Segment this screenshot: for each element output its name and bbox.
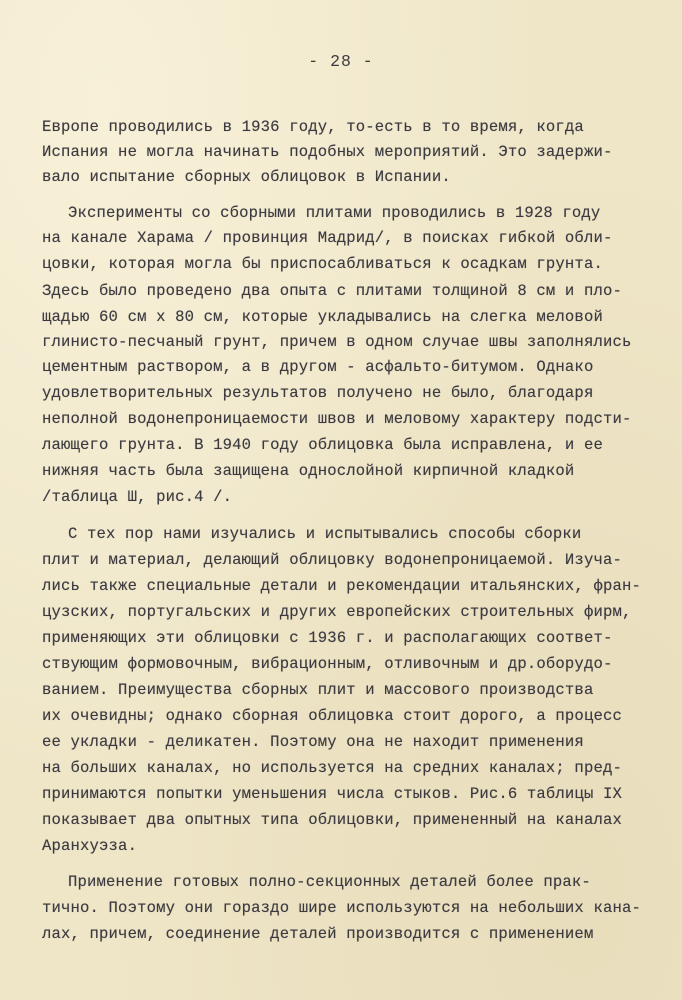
text-line: лающего грунта. В 1940 году облицовка была исправлена, и ее	[42, 436, 603, 454]
page-number: - 28 -	[308, 52, 374, 71]
text-line: цовки, которая могла бы приспосабливаться к осадкам грунта.	[42, 255, 603, 273]
text-line: глинисто-песчаный грунт, причем в одном случае швы заполнялись	[42, 333, 632, 351]
text-line: щадью 60 см х 80 см, которые укладывались на слегка меловой	[42, 308, 603, 326]
text-line: плит и материал, делающий облицовку водонепроницаемой. Изуча-	[42, 551, 622, 569]
text-line: Аранхуэза.	[42, 837, 138, 855]
text-line: их очевидны; однако сборная облицовка стоит дорого, а процесс	[42, 707, 622, 725]
text-line: Применение готовых полно-секционных деталей более прак-	[68, 873, 591, 891]
text-line: нижняя часть была защищена однослойной кирпичной кладкой	[42, 462, 575, 480]
text-line: на больших каналах, но используется на средних каналах; пред-	[42, 759, 622, 777]
text-line: лись также специальные детали и рекомендации итальянских, фран-	[42, 577, 641, 595]
text-line: /таблица Ш, рис.4 /.	[42, 488, 233, 506]
text-line: удовлетворительных результатов получено не было, благодаря	[42, 384, 594, 402]
text-line: вало испытание сборных облицовок в Испании.	[42, 168, 451, 186]
text-line: С тех пор нами изучались и испытывались способы сборки	[68, 525, 582, 543]
text-line: лах, причем, соединение деталей производится с применением	[42, 925, 594, 943]
text-line: цементным раствором, а в другом - асфальто-битумом. Однако	[42, 358, 594, 376]
text-line: на канале Харама / провинция Мадрид/, в поисках гибкой обли-	[42, 229, 613, 247]
text-line: принимаются попытки уменьшения числа стыков. Рис.6 таблицы IX	[42, 785, 622, 803]
text-line: цузских, португальских и других европейских строительных фирм,	[42, 603, 632, 621]
text-line: Эксперименты со сборными плитами проводились в 1928 году	[68, 204, 601, 222]
text-line: тично. Поэтому они гораздо шире используются на небольших кана-	[42, 899, 641, 917]
text-line: показывает два опытных типа облицовки, примененный на каналах	[42, 811, 622, 829]
text-line: Испания не могла начинать подобных мероприятий. Это задержи-	[42, 143, 613, 161]
text-line: ванием. Преимущества сборных плит и массового производства	[42, 681, 594, 699]
text-line: применяющих эти облицовки с 1936 г. и располагающих соответ-	[42, 629, 613, 647]
text-line: ствующим формовочным, вибрационным, отливочным и др.оборудо-	[42, 655, 613, 673]
text-line: Европе проводились в 1936 году, то-есть в то время, когда	[42, 118, 584, 136]
text-line: неполной водонепроницаемости швов и меловому характеру подсти-	[42, 410, 632, 428]
text-line: Здесь было проведено два опыта с плитами толщиной 8 см и пло-	[42, 282, 622, 300]
text-line: ее укладки - деликатен. Поэтому она не находит применения	[42, 733, 584, 751]
